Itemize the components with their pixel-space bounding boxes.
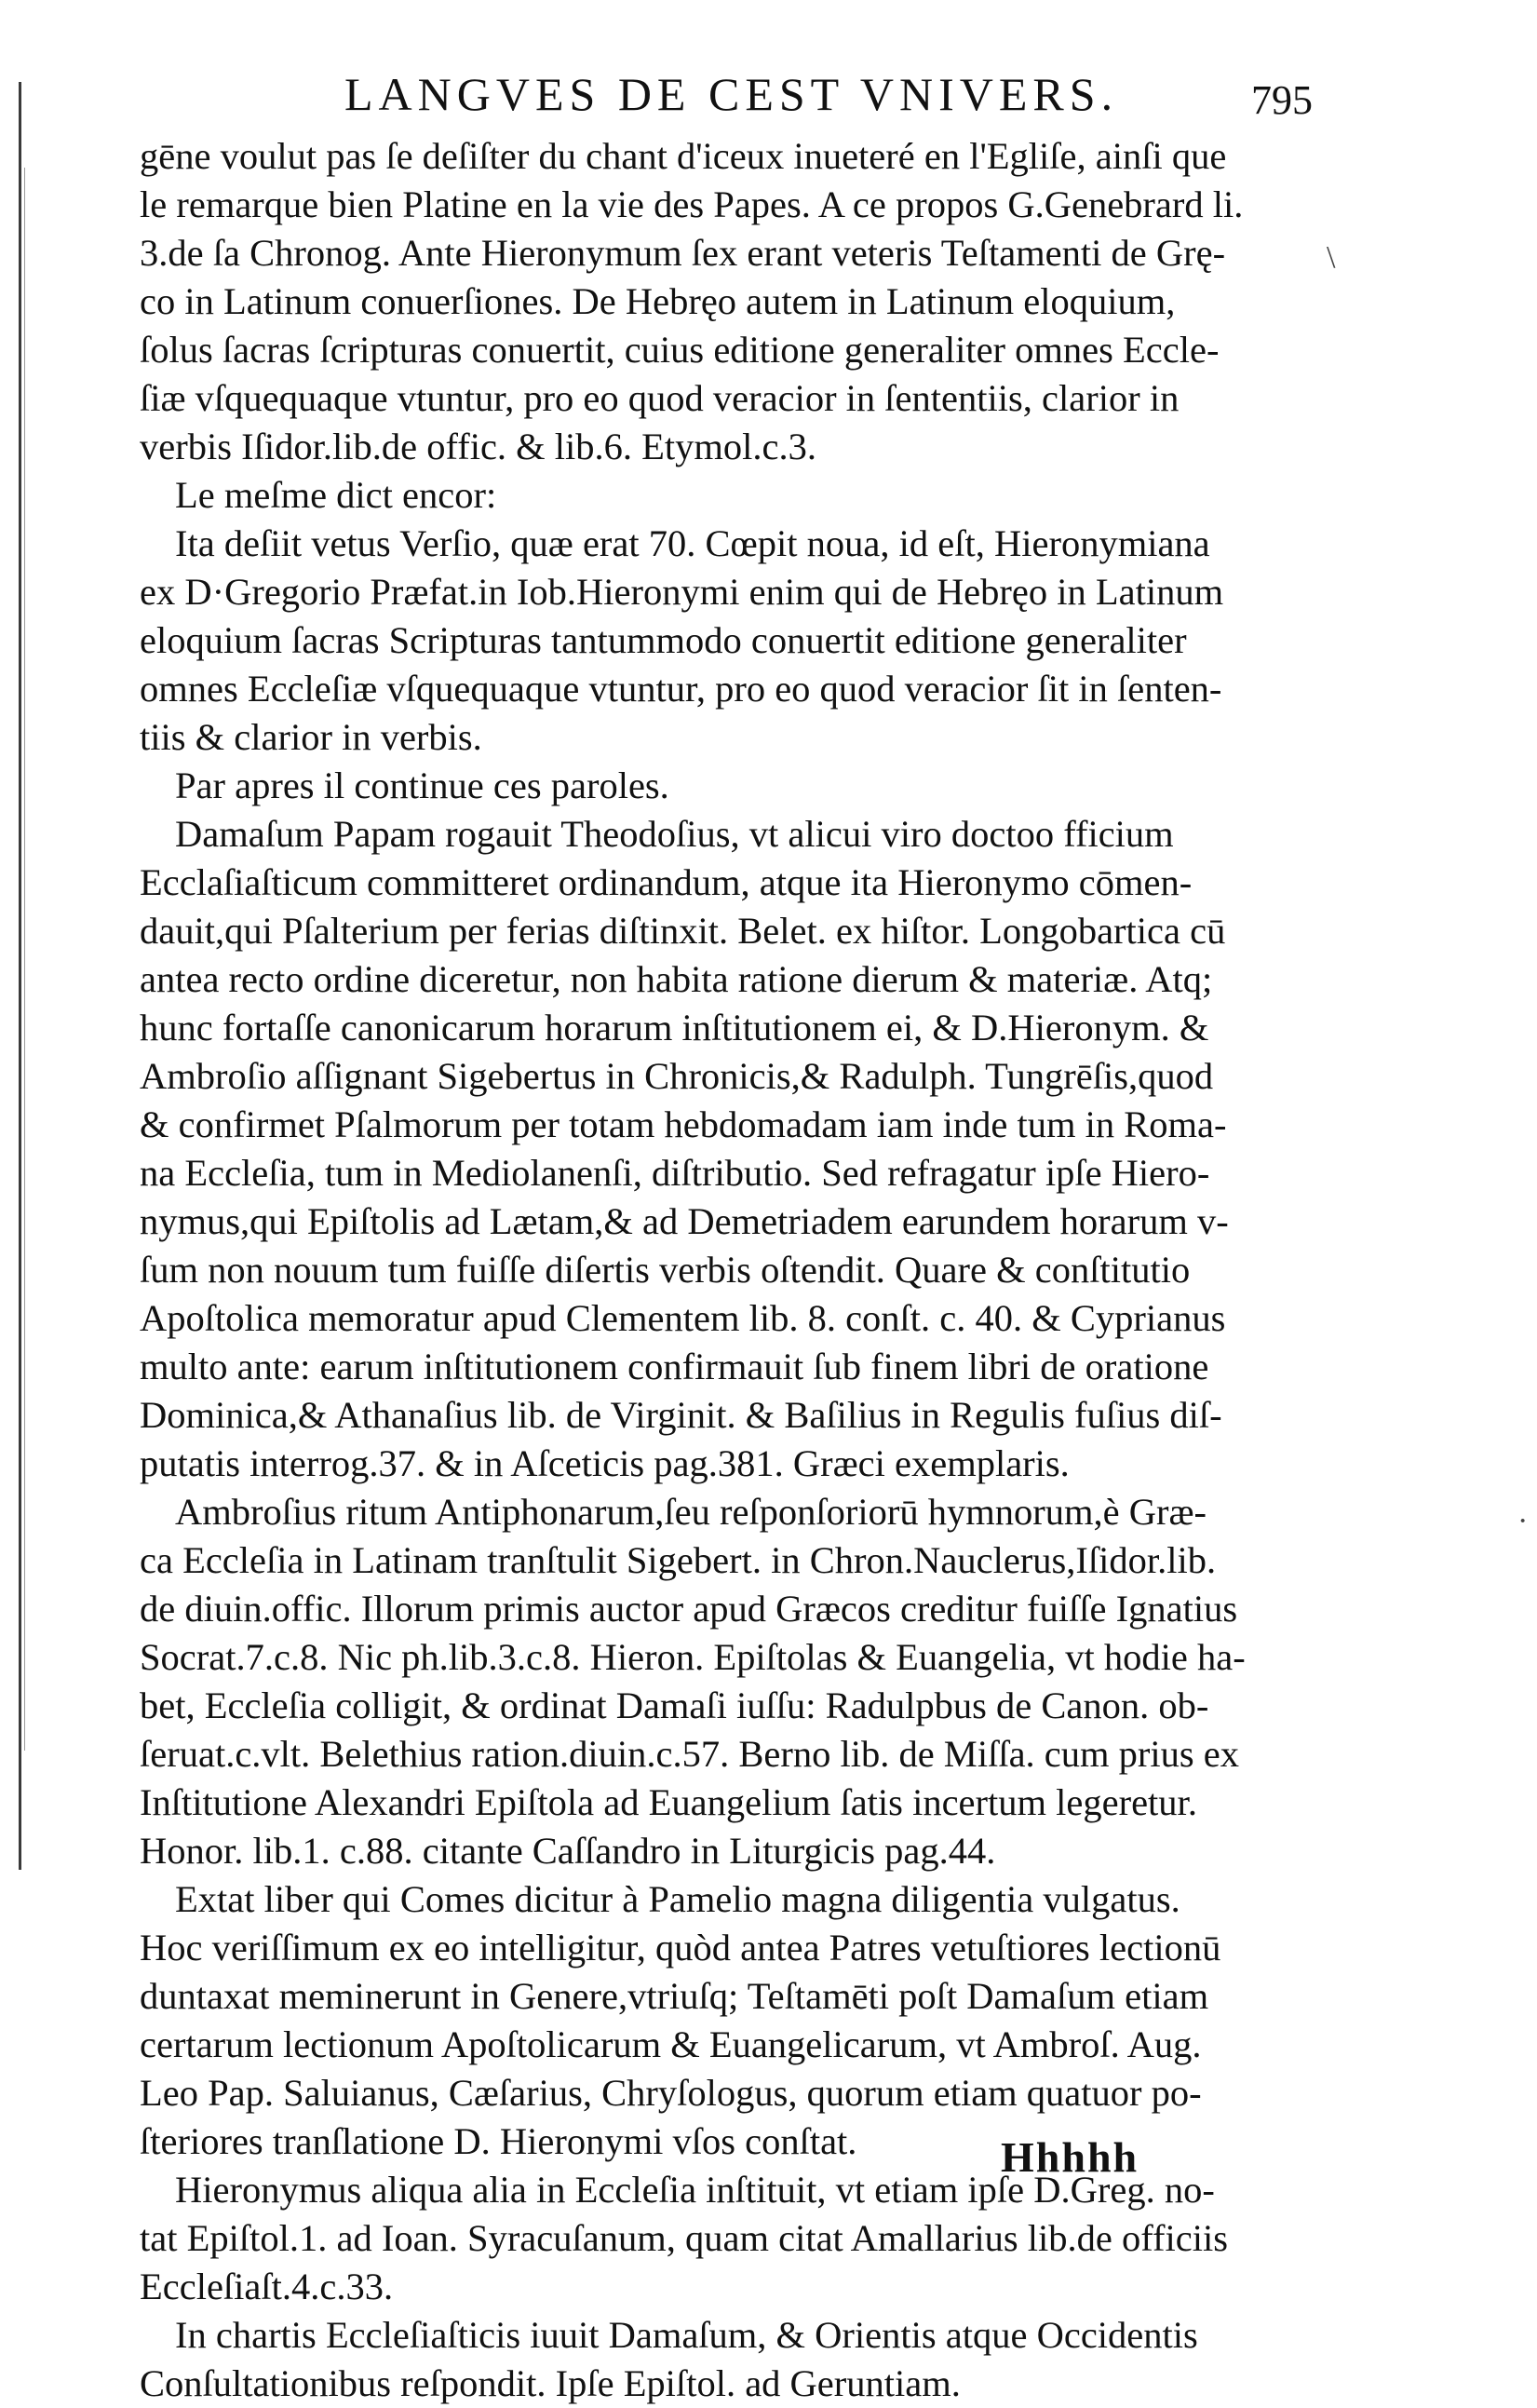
- text-line: Dominica,& Athanaſius lib. de Virginit. & Baſilius in Regulis fuſius diſ-: [140, 1394, 1222, 1436]
- text-line: Eccleſiaſt.4.c.33.: [140, 2266, 394, 2307]
- text-line: Le meſme dict encor:: [175, 474, 497, 516]
- page-header: [140, 67, 1313, 142]
- text-line: na Eccleſia, tum in Mediolanenſi, diſtributio. Sed refragatur ipſe Hiero-: [140, 1152, 1210, 1194]
- text-line: ſolus ſacras ſcripturas conuertit, cuius editione generaliter omnes Eccle-: [140, 329, 1220, 371]
- text-line: ſteriores tranſlatione D. Hieronymi vſos conſtat.: [140, 2120, 857, 2162]
- text-line: ca Eccleſia in Latinam tranſtulit Sigebert. in Chron.Nauclerus,Iſidor.lib.: [140, 1539, 1217, 1581]
- paragraph: [140, 520, 1315, 762]
- paragraph: [140, 132, 1315, 471]
- paragraph: [140, 810, 1315, 1488]
- page-number: 795: [1251, 77, 1313, 123]
- signature-mark: Hhhhh: [1001, 2133, 1139, 2181]
- body-text: [140, 132, 1315, 2408]
- paragraph: [140, 2311, 1315, 2408]
- text-line: ſiæ vſquequaque vtuntur, pro eo quod veracior in ſententiis, clarior in: [140, 377, 1180, 419]
- text-line: certarum lectionum Apoſtolicarum & Euangelicarum, vt Ambroſ. Aug.: [140, 2023, 1202, 2065]
- text-line: Inſtitutione Alexandri Epiſtola ad Euangelium ſatis incertum legeretur.: [140, 1781, 1197, 1823]
- text-line: gēne voulut pas ſe deſiſter du chant d'iceux inueteré en l'Egliſe, ainſi que: [140, 135, 1227, 177]
- text-line: Damaſum Papam rogauit Theodoſius, vt alicui viro doctoo fficium: [175, 813, 1174, 855]
- text-line: & confirmet Pſalmorum per totam hebdomadam iam inde tum in Roma-: [140, 1103, 1227, 1145]
- text-line: antea recto ordine diceretur, non habita ratione dierum & materiæ. Atq;: [140, 958, 1213, 1000]
- paragraph: [140, 762, 1315, 810]
- text-line: Par apres il continue ces paroles.: [175, 764, 669, 806]
- text-line: 3.de ſa Chronog. Ante Hieronymum ſex erant veteris Teſtamenti de Grę-: [140, 232, 1226, 274]
- text-line: Socrat.7.c.8. Nic ph.lib.3.c.8. Hieron. Epiſtolas & Euangelia, vt hodie ha-: [140, 1636, 1246, 1678]
- text-line: ſeruat.c.vlt. Belethius ration.diuin.c.57. Berno lib. de Miſſa. cum prius ex: [140, 1733, 1240, 1775]
- text-line: le remarque bien Platine en la vie des Papes. A ce propos G.Genebrard li.: [140, 183, 1244, 225]
- text-line: verbis Iſidor.lib.de offic. & lib.6. Etymol.c.3.: [140, 426, 817, 467]
- text-line: ſum non nouum tum fuiſſe diſertis verbis oſtendit. Quare & conſtitutio: [140, 1249, 1191, 1291]
- text-line: co in Latinum conuerſiones. De Hebręo autem in Latinum eloquium,: [140, 280, 1176, 322]
- text-line: Ambroſio aſſignant Sigebertus in Chronicis,& Radulph. Tungrēſis,quod: [140, 1055, 1214, 1097]
- text-line: Ecclaſiaſticum committeret ordinandum, atque ita Hieronymo cōmen-: [140, 861, 1193, 903]
- text-line: Ita deſiit vetus Verſio, quæ erat 70. Cœpit noua, id eſt, Hieronymiana: [175, 522, 1210, 564]
- text-line: Apoſtolica memoratur apud Clementem lib. 8. conſt. c. 40. & Cyprianus: [140, 1297, 1226, 1339]
- text-line: de diuin.offic. Illorum primis auctor apud Græcos creditur fuiſſe Ignatius: [140, 1588, 1238, 1630]
- running-title: LANGVES DE CEST VNIVERS.: [344, 68, 1119, 120]
- margin-stray-mark: \: [1327, 240, 1336, 275]
- text-line: tiis & clarior in verbis.: [140, 716, 482, 758]
- text-line: bet, Eccleſia colligit, & ordinat Damaſi iuſſu: Radulpbus de Canon. ob-: [140, 1684, 1209, 1726]
- paragraph: [140, 1875, 1315, 2166]
- text-line: Conſultationibus reſpondit. Ipſe Epiſtol. ad Geruntiam.: [140, 2362, 961, 2404]
- text-line: tat Epiſtol.1. ad Ioan. Syracuſanum, quam citat Amallarius lib.de officiis: [140, 2217, 1228, 2259]
- text-line: Extat liber qui Comes dicitur à Pamelio magna diligentia vulgatus.: [175, 1878, 1180, 1920]
- text-line: multo ante: earum inſtitutionem confirmauit ſub finem libri de oratione: [140, 1346, 1209, 1387]
- text-line: eloquium ſacras Scripturas tantummodo conuertit editione generaliter: [140, 619, 1187, 661]
- text-line: Leo Pap. Saluianus, Cæſarius, Chryſologus, quorum etiam quatuor po-: [140, 2072, 1202, 2114]
- paragraph: [140, 2166, 1315, 2311]
- text-line: In chartis Eccleſiaſticis iuuit Damaſum, & Orientis atque Occidentis: [175, 2314, 1198, 2356]
- text-line: Ambroſius ritum Antiphonarum,ſeu reſponſoriorū hymnorum,è Græ-: [175, 1491, 1207, 1533]
- text-line: hunc fortaſſe canonicarum horarum inſtitutionem ei, & D.Hieronym. &: [140, 1007, 1209, 1048]
- text-line: Honor. lib.1. c.88. citante Caſſandro in Liturgicis pag.44.: [140, 1830, 996, 1872]
- text-line: ex D·Gregorio Præfat.in Iob.Hieronymi enim qui de Hebręo in Latinum: [140, 571, 1224, 613]
- margin-stray-mark: ·: [1517, 1504, 1529, 1538]
- text-line: Hoc veriſſimum ex eo intelligitur, quòd antea Patres vetuſtiores lectionū: [140, 1927, 1221, 1968]
- text-line: omnes Eccleſiæ vſquequaque vtuntur, pro eo quod veracior ſit in ſenten-: [140, 668, 1222, 710]
- text-line: duntaxat meminerunt in Genere,vtriuſq; Teſtamēti poſt Damaſum etiam: [140, 1975, 1209, 2017]
- page-edge-rule-faint: [24, 168, 25, 1751]
- page-edge-rule: [19, 82, 21, 1870]
- text-line: dauit,qui Pſalterium per ferias diſtinxit. Belet. ex hiſtor. Longobartica cū: [140, 910, 1226, 952]
- text-line: putatis interrog.37. & in Aſceticis pag.381. Græci exemplaris.: [140, 1442, 1070, 1484]
- paragraph: [140, 1488, 1315, 1875]
- text-line: nymus,qui Epiſtolis ad Lætam,& ad Demetriadem earundem horarum v-: [140, 1200, 1229, 1242]
- text-line: Hieronymus aliqua alia in Eccleſia inſtituit, vt etiam ipſe D.Greg. no-: [175, 2169, 1215, 2211]
- paragraph: [140, 471, 1315, 520]
